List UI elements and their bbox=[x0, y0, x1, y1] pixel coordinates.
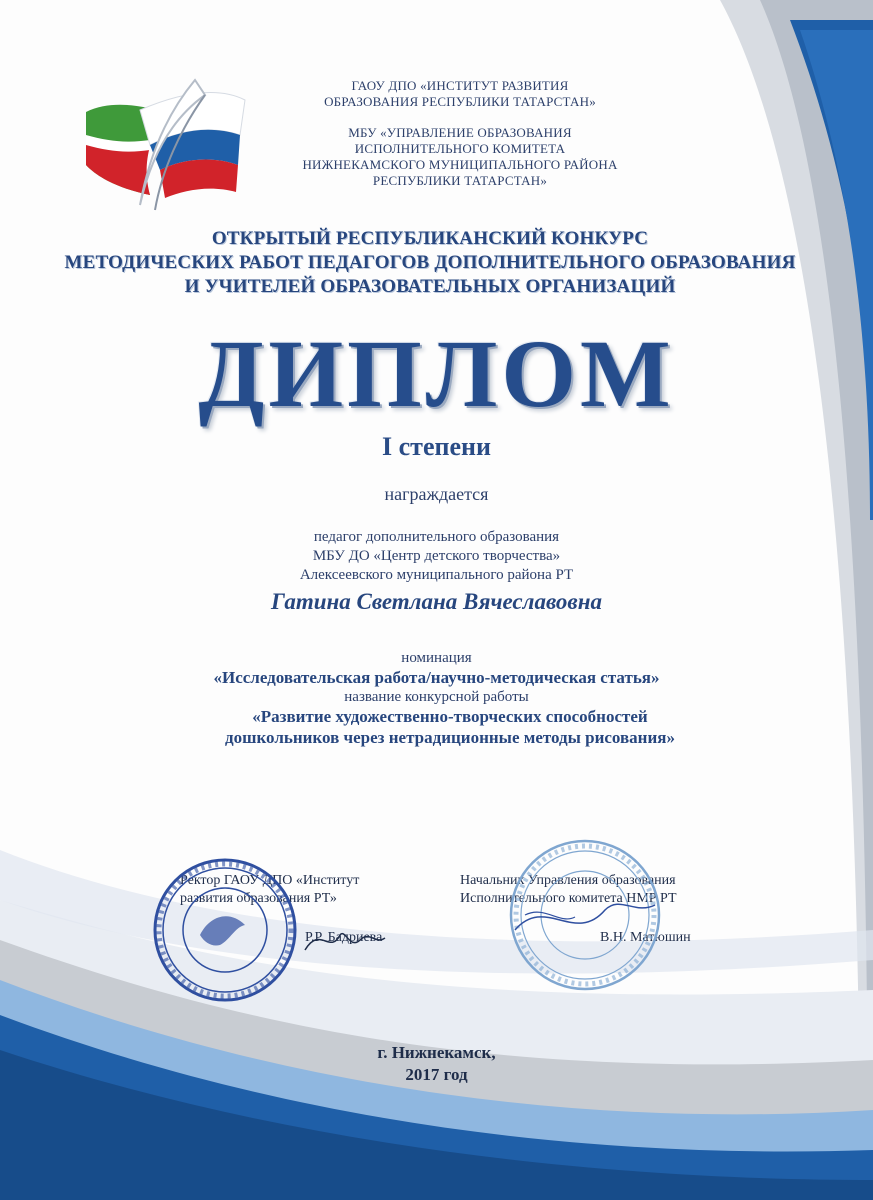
right-signatory-name: В.Н. Матюшин bbox=[600, 930, 691, 945]
contest-title bbox=[40, 227, 820, 299]
left-signatory-name: Р.Р. Бадриева bbox=[305, 930, 383, 945]
issue-place-date bbox=[0, 1042, 873, 1086]
issue-year: 2017 год bbox=[405, 1065, 468, 1084]
round-seal-stamp-icon bbox=[150, 855, 300, 1005]
round-seal-stamp-right-icon bbox=[505, 835, 665, 995]
signatory-title-line: Исполнительного комитета НМР РТ bbox=[460, 891, 677, 906]
handwritten-signature-left-icon bbox=[300, 920, 390, 960]
contest-title-line: МЕТОДИЧЕСКИХ РАБОТ ПЕДАГОГОВ ДОПОЛНИТЕЛЬНОГО ОБРАЗОВАНИЯ bbox=[64, 252, 796, 273]
contest-title-line: ОТКРЫТЫЙ РЕСПУБЛИКАНСКИЙ КОНКУРС bbox=[211, 228, 649, 249]
recipient-position: педагог дополнительного образования bbox=[313, 529, 560, 545]
organizer-administration bbox=[240, 125, 680, 189]
signatory-title-line: развития образования РТ» bbox=[180, 891, 337, 906]
work-title-label: название конкурсной работы bbox=[344, 689, 529, 705]
nomination-value: «Исследовательская работа/научно-методическая статья» bbox=[213, 668, 660, 687]
recipient-name: Гатина Светлана Вячеславовна bbox=[271, 589, 602, 614]
awarded-label: награждается bbox=[384, 484, 489, 504]
work-title-line: «Развитие художественно-творческих способностей bbox=[252, 707, 648, 726]
work-title bbox=[150, 706, 750, 748]
work-title-line: дошкольников через нетрадиционные методы рисования» bbox=[225, 728, 675, 747]
nomination-label: номинация bbox=[401, 650, 472, 666]
organizer-line: ГАОУ ДПО «ИНСТИТУТ РАЗВИТИЯ bbox=[351, 78, 569, 93]
recipient-institution: МБУ ДО «Центр детского творчества» bbox=[312, 548, 561, 564]
signatory-title-line: Ректор ГАОУ ДПО «Институт bbox=[180, 873, 360, 888]
organizer-line: РЕСПУБЛИКИ ТАТАРСТАН» bbox=[372, 173, 548, 188]
signatory-title-line: Начальник Управления образования bbox=[460, 873, 676, 888]
organizer-line: ИСПОЛНИТЕЛЬНОГО КОМИТЕТА bbox=[354, 141, 566, 156]
organizer-line: ОБРАЗОВАНИЯ РЕСПУБЛИКИ ТАТАРСТАН» bbox=[324, 94, 596, 109]
contest-title-line: И УЧИТЕЛЕЙ ОБРАЗОВАТЕЛЬНЫХ ОРГАНИЗАЦИЙ bbox=[184, 276, 676, 297]
diploma-title: ДИПЛОМ bbox=[198, 320, 675, 427]
organizer-institute bbox=[240, 78, 680, 110]
diploma-degree: I степени bbox=[382, 432, 491, 461]
organizer-line: МБУ «УПРАВЛЕНИЕ ОБРАЗОВАНИЯ bbox=[348, 125, 572, 140]
organizer-line: НИЖНЕКАМСКОГО МУНИЦИПАЛЬНОГО РАЙОНА bbox=[302, 157, 618, 172]
recipient-district: Алексеевского муниципального района РТ bbox=[299, 567, 574, 583]
issue-city: г. Нижнекамск, bbox=[377, 1043, 496, 1062]
